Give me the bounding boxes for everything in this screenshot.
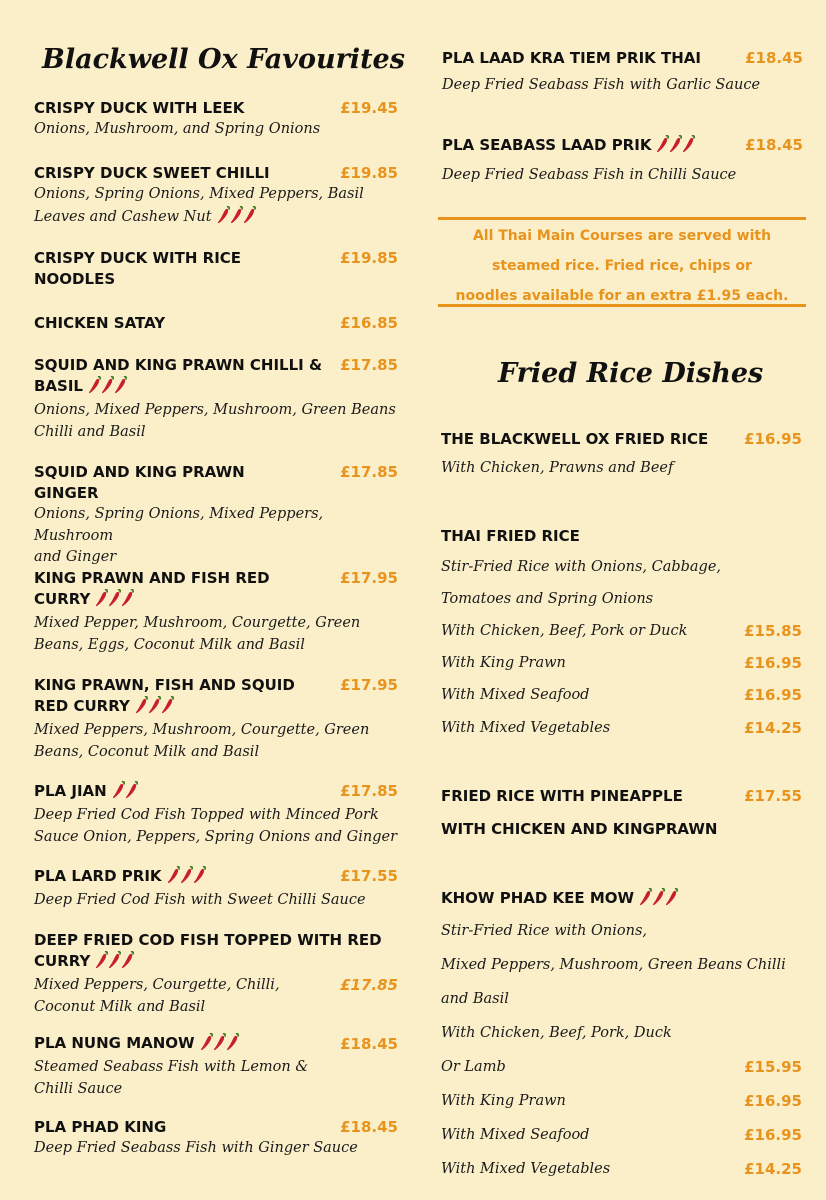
item-name: WITH CHICKEN AND KINGPRAWN	[441, 820, 718, 838]
item-price: £19.45	[340, 99, 398, 117]
chilli-icon	[88, 376, 130, 400]
item-name: SQUID AND KING PRAWN CHILLI &	[34, 356, 323, 374]
chilli-icon	[656, 135, 698, 159]
item-description: and Basil	[441, 991, 509, 1007]
item-name: CRISPY DUCK WITH LEEK	[34, 99, 245, 117]
item-name: BASIL	[34, 376, 398, 400]
menu-item	[441, 786, 802, 840]
option-label: With Mixed Vegetables	[441, 720, 611, 736]
item-name: DEEP FRIED COD FISH TOPPED WITH RED	[34, 931, 382, 949]
menu-item	[34, 462, 398, 569]
option-label: With Mixed Seafood	[441, 687, 590, 703]
menu-item	[441, 526, 802, 547]
item-price: £17.85	[340, 356, 398, 374]
item-description: Coconut Milk and Basil	[34, 998, 206, 1015]
item-name: PLA PHAD KING	[34, 1118, 167, 1136]
item-price: £16.95	[744, 430, 802, 448]
item-description: Beans, Coconut Milk and Basil	[34, 743, 260, 760]
item-name: CRISPY DUCK WITH RICE	[34, 249, 242, 267]
item-description: Onions, Spring Onions, Mixed Peppers, Basil	[34, 186, 364, 202]
price-option	[441, 1159, 802, 1181]
item-name: THAI FRIED RICE	[441, 527, 580, 545]
item-name: PLA LARD PRIK	[34, 866, 398, 890]
option-price: £16.95	[744, 1126, 802, 1144]
option-label: With Chicken, Beef, Pork or Duck	[441, 623, 688, 639]
item-description: With Chicken, Prawns and Beef	[441, 460, 674, 476]
item-description: Onions, Mixed Peppers, Mushroom, Green Beans	[34, 402, 396, 418]
option-price: £14.25	[744, 719, 802, 737]
item-description: and Ginger	[34, 549, 117, 565]
price-option	[441, 685, 802, 707]
item-price: £16.85	[340, 314, 398, 332]
item-description: Sauce Onion, Peppers, Spring Onions and Ginger	[34, 828, 398, 845]
option-label: With Mixed Vegetables	[441, 1161, 611, 1177]
item-description: Deep Fried Cod Fish Topped with Minced Pork	[34, 807, 379, 823]
item-name: CURRY	[34, 951, 398, 975]
item-name: SQUID AND KING PRAWN	[34, 463, 245, 481]
option-price: £16.95	[744, 654, 802, 672]
item-price: £18.45	[745, 49, 803, 67]
option-price: £16.95	[744, 686, 802, 704]
option-price: £15.85	[744, 622, 802, 640]
item-name: GINGER	[34, 484, 99, 502]
item-name: NOODLES	[34, 270, 116, 288]
menu-item	[34, 930, 398, 1018]
menu-item	[34, 98, 398, 141]
item-description: Mixed Peppers, Mushroom, Courgette, Green	[34, 722, 370, 738]
chilli-icon	[167, 866, 209, 890]
notice-line: noodles available for an extra £1.95 each.	[455, 288, 789, 304]
item-name: PLA JIAN	[34, 781, 398, 805]
item-description: Steamed Seabass Fish with Lemon &	[34, 1059, 309, 1075]
item-description: Deep Fried Seabass Fish with Ginger Sauce	[34, 1140, 358, 1156]
item-description: Onions, Spring Onions, Mixed Peppers, Mushroom	[34, 506, 324, 544]
item-description: Tomatoes and Spring Onions	[441, 591, 654, 607]
item-description: Chilli Sauce	[34, 1080, 123, 1097]
chilli-icon	[95, 589, 137, 613]
item-name: KING PRAWN AND FISH RED	[34, 569, 270, 587]
item-price: £17.95	[340, 676, 398, 694]
chilli-icon	[95, 951, 137, 975]
item-price: £17.85	[340, 782, 398, 800]
chilli-icon	[217, 206, 259, 232]
menu-item	[34, 1033, 398, 1100]
item-price: £19.85	[340, 249, 398, 267]
option-price: £14.25	[744, 1160, 802, 1178]
item-price: £17.55	[744, 787, 802, 805]
menu-item	[441, 429, 802, 480]
item-name: THE BLACKWELL OX FRIED RICE	[441, 430, 709, 448]
option-price: £16.95	[744, 1092, 802, 1110]
menu-item	[442, 48, 803, 97]
item-description: Deep Fried Seabass Fish with Garlic Sauce	[442, 77, 761, 93]
item-description: Mixed Peppers, Mushroom, Green Beans Chilli	[441, 957, 786, 973]
item-price: £17.85	[340, 976, 398, 994]
menu-item	[34, 163, 398, 231]
item-name: RED CURRY	[34, 696, 398, 720]
price-option	[441, 718, 802, 740]
item-description: Chilli and Basil	[34, 423, 146, 440]
item-description: Onions, Mushroom, and Spring Onions	[34, 121, 321, 137]
price-option	[441, 1091, 802, 1113]
option-label: With King Prawn	[441, 1093, 566, 1109]
item-name: KING PRAWN, FISH AND SQUID	[34, 676, 295, 694]
item-name: FRIED RICE WITH PINEAPPLE	[441, 787, 683, 805]
item-description: Stir-Fried Rice with Onions,	[441, 923, 648, 939]
item-name: CURRY	[34, 589, 398, 613]
item-name: CHICKEN SATAY	[34, 314, 166, 332]
item-price: £18.45	[340, 1118, 398, 1136]
menu-item	[34, 675, 398, 763]
section-heading-fried-rice: Fried Rice Dishes	[498, 358, 764, 389]
item-name: PLA NUNG MANOW	[34, 1033, 398, 1057]
chilli-icon	[112, 781, 141, 805]
item-price: £19.85	[340, 164, 398, 182]
rice-notice	[438, 217, 806, 307]
menu-item	[34, 866, 398, 912]
menu-item	[34, 313, 398, 334]
menu-item	[34, 1117, 398, 1160]
menu-item	[34, 248, 398, 290]
item-name: KHOW PHAD KEE MOW	[441, 888, 802, 912]
menu-item	[34, 781, 398, 848]
item-name: PLA LAAD KRA TIEM PRIK THAI	[442, 49, 701, 67]
item-description: Leaves and Cashew Nut	[34, 206, 398, 232]
item-description: Beans, Eggs, Coconut Milk and Basil	[34, 636, 305, 653]
item-description: Deep Fried Seabass Fish in Chilli Sauce	[442, 167, 737, 183]
item-description: Stir-Fried Rice with Onions, Cabbage,	[441, 559, 722, 575]
menu-item	[34, 355, 398, 443]
menu-item	[441, 888, 802, 912]
item-description: With Chicken, Beef, Pork, Duck	[441, 1025, 672, 1041]
menu-item	[442, 135, 803, 187]
item-price: £17.55	[340, 867, 398, 885]
option-price: £15.95	[744, 1058, 802, 1076]
item-description: Deep Fried Cod Fish with Sweet Chilli Sauce	[34, 892, 366, 908]
item-price: £18.45	[745, 136, 803, 154]
chilli-icon	[200, 1033, 242, 1057]
price-option	[441, 653, 802, 675]
price-option	[441, 1057, 802, 1079]
notice-line: steamed rice. Fried rice, chips or	[492, 258, 752, 274]
option-label: With King Prawn	[441, 655, 566, 671]
item-description: Mixed Pepper, Mushroom, Courgette, Green	[34, 615, 361, 631]
notice-line: All Thai Main Courses are served with	[472, 228, 772, 244]
chilli-icon	[639, 888, 681, 912]
item-name: PLA SEABASS LAAD PRIK	[442, 135, 803, 159]
section-heading-favourites: Blackwell Ox Favourites	[42, 44, 405, 75]
item-price: £18.45	[340, 1035, 398, 1053]
chilli-icon	[135, 696, 177, 720]
item-description: Mixed Peppers, Courgette, Chilli, £17.85	[34, 976, 398, 994]
item-name: CRISPY DUCK SWEET CHILLI	[34, 164, 270, 182]
option-label: With Mixed Seafood	[441, 1127, 590, 1143]
item-price: £17.85	[340, 463, 398, 481]
price-option	[441, 621, 802, 643]
price-option	[441, 1125, 802, 1147]
option-label: Or Lamb	[441, 1059, 506, 1075]
item-price: £17.95	[340, 569, 398, 587]
menu-item	[34, 568, 398, 656]
